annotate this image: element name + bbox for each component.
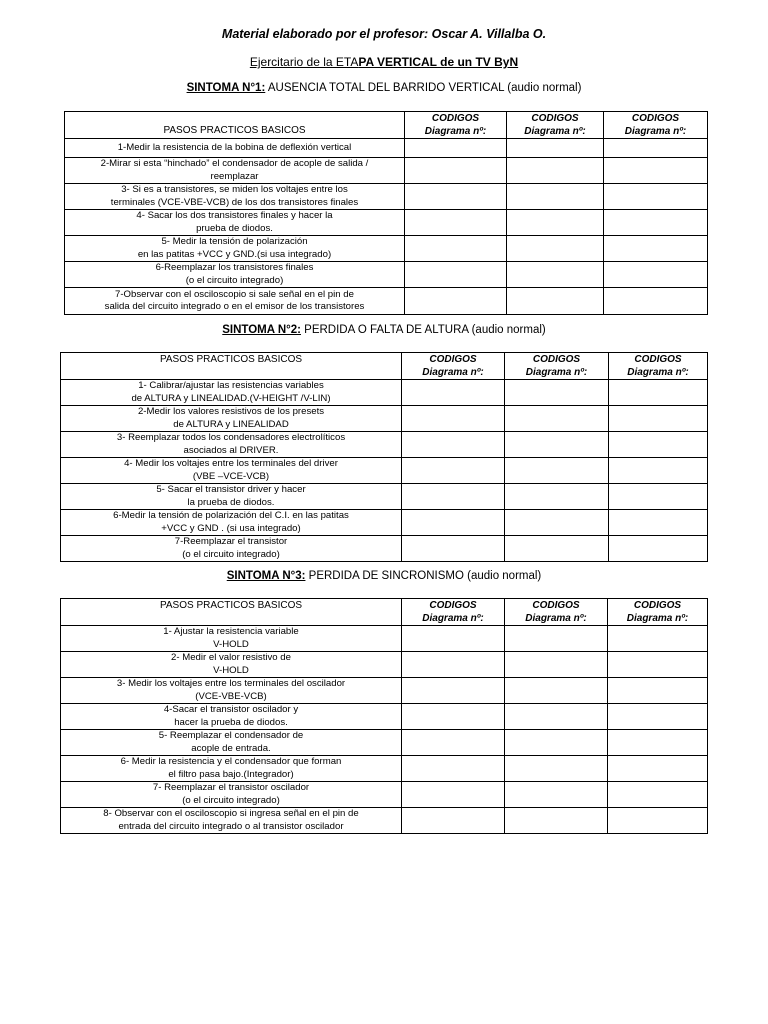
step-text-line: 8- Observar con el osciloscopio si ingresa señal en el pin de xyxy=(103,808,359,819)
code-entry-cell[interactable] xyxy=(505,678,608,704)
codes-header-line2: Diagrama nº: xyxy=(627,367,689,378)
codes-column-header xyxy=(609,353,708,380)
step-text-line: prueba de diodos. xyxy=(196,222,273,234)
code-entry-cell[interactable] xyxy=(604,288,708,315)
table-row xyxy=(65,262,708,288)
code-entry-cell[interactable] xyxy=(402,808,505,834)
table-row xyxy=(61,484,708,510)
codes-header-line1: CODIGOS xyxy=(431,113,480,124)
step-description-cell xyxy=(61,756,402,782)
code-entry-cell[interactable] xyxy=(505,704,608,730)
step-text-line: 3- Reemplazar todos los condensadores electrolíticos xyxy=(116,432,346,443)
codes-header-line1: CODIGOS xyxy=(429,600,477,611)
table-row xyxy=(61,678,708,704)
step-text-line: hacer la prueba de diodos. xyxy=(174,716,288,728)
step-text-line: (o el circuito integrado) xyxy=(182,548,280,560)
step-text-line: 5- Reemplazar el condensador de xyxy=(158,730,304,741)
codes-header-line2: Diagrama nº: xyxy=(525,613,587,624)
section-title-2 xyxy=(0,324,768,336)
code-entry-cell[interactable] xyxy=(609,536,708,562)
code-entry-cell[interactable] xyxy=(507,236,604,262)
codes-column-header xyxy=(505,599,608,626)
step-text-line: reemplazar xyxy=(210,170,259,182)
step-text-line: 4- Sacar los dos transistores finales y hacer la xyxy=(136,210,333,221)
document-subtitle xyxy=(0,55,768,69)
step-description-cell xyxy=(61,380,402,406)
code-entry-cell[interactable] xyxy=(608,782,708,808)
step-text-line: 7-Reemplazar el transistor xyxy=(174,536,288,547)
code-entry-cell[interactable] xyxy=(505,458,609,484)
code-entry-cell[interactable] xyxy=(402,704,505,730)
step-description-cell xyxy=(61,730,402,756)
step-description-cell xyxy=(61,782,402,808)
step-description-cell xyxy=(65,139,405,158)
step-text-line: 4- Medir los voltajes entre los terminales del driver xyxy=(124,458,338,469)
code-entry-cell[interactable] xyxy=(405,236,507,262)
codes-column-header xyxy=(405,112,507,139)
table-header-row xyxy=(61,353,708,380)
code-entry-cell[interactable] xyxy=(507,184,604,210)
step-description-cell xyxy=(61,536,402,562)
codes-column-header xyxy=(402,353,505,380)
code-entry-cell[interactable] xyxy=(505,536,609,562)
code-entry-cell[interactable] xyxy=(505,730,608,756)
code-entry-cell[interactable] xyxy=(505,510,609,536)
step-text-line: 1- Ajustar la resistencia variable xyxy=(163,626,299,637)
steps-column-header: PASOS PRACTICOS BASICOS xyxy=(61,353,402,380)
code-entry-cell[interactable] xyxy=(402,406,505,432)
step-description-cell xyxy=(65,236,405,262)
step-text-line: entrada del circuito integrado o al transistor oscilador xyxy=(118,820,344,832)
table-row xyxy=(61,380,708,406)
step-text-line: 2-Mirar si esta “hinchado” el condensador de acople de salida / xyxy=(100,158,369,169)
section-title-3 xyxy=(0,570,768,582)
codes-header-line1: CODIGOS xyxy=(531,113,579,124)
table-row xyxy=(61,756,708,782)
step-text-line: 3- Medir los voltajes entre los terminales del oscilador xyxy=(116,678,346,689)
section-label: SINTOMA N°1: xyxy=(186,82,266,94)
steps-table-2 xyxy=(60,352,708,562)
step-description-cell xyxy=(61,808,402,834)
codes-header-line1: CODIGOS xyxy=(532,354,581,365)
code-entry-cell[interactable] xyxy=(608,756,708,782)
code-entry-cell[interactable] xyxy=(608,652,708,678)
table-row xyxy=(61,730,708,756)
code-entry-cell[interactable] xyxy=(405,262,507,288)
step-text-line: 1-Medir la resistencia de la bobina de deflexión vertical xyxy=(117,141,352,153)
step-text-line: (VCE-VBE-VCB) xyxy=(195,690,267,702)
step-description-cell xyxy=(65,262,405,288)
code-entry-cell[interactable] xyxy=(402,730,505,756)
code-entry-cell[interactable] xyxy=(505,406,609,432)
step-text-line: 4-Sacar el transistor oscilador y xyxy=(163,704,299,715)
table-row xyxy=(61,510,708,536)
code-entry-cell[interactable] xyxy=(505,782,608,808)
codes-header-line2: Diagrama nº: xyxy=(624,126,687,137)
subtitle-bold: PA VERTICAL de un TV ByN xyxy=(358,55,519,69)
codes-header-line1: CODIGOS xyxy=(633,600,682,611)
code-entry-cell[interactable] xyxy=(405,139,507,158)
table-header-row xyxy=(61,599,708,626)
steps-column-header: PASOS PRACTICOS BASICOS xyxy=(65,112,405,139)
table-row xyxy=(61,458,708,484)
code-entry-cell[interactable] xyxy=(505,626,608,652)
section-label: SINTOMA N°2: xyxy=(222,324,301,336)
codes-header-line1: CODIGOS xyxy=(532,600,580,611)
step-text-line: en las patitas +VCC y GND.(si usa integrado) xyxy=(137,248,332,260)
code-entry-cell[interactable] xyxy=(604,184,708,210)
step-text-line: acople de entrada. xyxy=(191,742,271,754)
step-text-line: terminales (VCE-VBE-VCB) de los dos transistores finales xyxy=(110,196,359,208)
code-entry-cell[interactable] xyxy=(609,510,708,536)
codes-header-line1: CODIGOS xyxy=(631,113,680,124)
code-entry-cell[interactable] xyxy=(608,626,708,652)
step-text-line: (o el circuito integrado) xyxy=(185,274,284,286)
author-line: Material elaborado por el profesor: Oscar A. Villalba O. xyxy=(221,27,547,41)
codes-header-line2: Diagrama nº: xyxy=(525,367,588,378)
code-entry-cell[interactable] xyxy=(604,139,708,158)
code-entry-cell[interactable] xyxy=(507,210,604,236)
codes-header-line2: Diagrama nº: xyxy=(524,126,586,137)
code-entry-cell[interactable] xyxy=(405,288,507,315)
steps-table-1 xyxy=(64,111,708,315)
code-entry-cell[interactable] xyxy=(609,406,708,432)
step-text-line: 3- Si es a transistores, se miden los voltajes entre los xyxy=(121,184,348,195)
step-text-line: V-HOLD xyxy=(213,664,249,676)
table-row xyxy=(65,139,708,158)
step-description-cell xyxy=(61,626,402,652)
code-entry-cell[interactable] xyxy=(402,756,505,782)
code-entry-cell[interactable] xyxy=(402,652,505,678)
code-entry-cell[interactable] xyxy=(507,139,604,158)
codes-column-header xyxy=(604,112,708,139)
step-text-line: 6-Medir la tensión de polarización del C.I. en las patitas xyxy=(113,510,349,521)
code-entry-cell[interactable] xyxy=(405,210,507,236)
code-entry-cell[interactable] xyxy=(507,262,604,288)
table-header-row xyxy=(65,112,708,139)
step-description-cell xyxy=(61,458,402,484)
codes-column-header xyxy=(402,599,505,626)
code-entry-cell[interactable] xyxy=(608,730,708,756)
step-description-cell xyxy=(61,484,402,510)
code-entry-cell[interactable] xyxy=(608,808,708,834)
code-entry-cell[interactable] xyxy=(604,210,708,236)
table-row xyxy=(61,704,708,730)
step-description-cell xyxy=(65,210,405,236)
code-entry-cell[interactable] xyxy=(608,678,708,704)
step-text-line: 6-Reemplazar los transistores finales xyxy=(155,262,314,273)
step-text-line: 1- Calibrar/ajustar las resistencias variables xyxy=(138,380,324,391)
step-text-line: +VCC y GND . (si usa integrado) xyxy=(161,522,301,534)
code-entry-cell[interactable] xyxy=(402,626,505,652)
codes-column-header xyxy=(505,353,609,380)
code-entry-cell[interactable] xyxy=(402,678,505,704)
section-symptom: PERDIDA O FALTA DE ALTURA (audio normal) xyxy=(300,324,546,336)
code-entry-cell[interactable] xyxy=(402,484,505,510)
section-title-1 xyxy=(0,82,768,94)
step-description-cell xyxy=(61,652,402,678)
codes-column-header xyxy=(608,599,708,626)
step-text-line: el filtro pasa bajo.(Integrador) xyxy=(168,768,294,780)
code-entry-cell[interactable] xyxy=(505,808,608,834)
table-row xyxy=(61,652,708,678)
code-entry-cell[interactable] xyxy=(402,380,505,406)
section-label: SINTOMA N°3: xyxy=(226,570,306,582)
code-entry-cell[interactable] xyxy=(402,782,505,808)
code-entry-cell[interactable] xyxy=(505,432,609,458)
table-row xyxy=(61,536,708,562)
table-row xyxy=(65,158,708,184)
step-text-line: de ALTURA y LINEALIDAD.(V-HEIGHT /V-LIN) xyxy=(131,392,331,404)
code-entry-cell[interactable] xyxy=(405,184,507,210)
step-text-line: la prueba de diodos. xyxy=(187,496,275,508)
step-text-line: (o el circuito integrado) xyxy=(182,794,280,806)
step-description-cell xyxy=(61,678,402,704)
step-description-cell xyxy=(61,704,402,730)
step-description-cell xyxy=(61,510,402,536)
step-text-line: 5- Sacar el transistor driver y hacer xyxy=(156,484,306,495)
step-description-cell xyxy=(61,406,402,432)
code-entry-cell[interactable] xyxy=(402,510,505,536)
table-row xyxy=(65,184,708,210)
step-text-line: 7-Observar con el osciloscopio si sale señal en el pin de xyxy=(115,288,354,300)
table-row xyxy=(65,210,708,236)
code-entry-cell[interactable] xyxy=(405,158,507,184)
table-row xyxy=(61,406,708,432)
codes-header-line2: Diagrama nº: xyxy=(422,613,484,624)
table-row xyxy=(61,626,708,652)
code-entry-cell[interactable] xyxy=(505,380,609,406)
step-text-line: 6- Medir la resistencia y el condensador que forman xyxy=(120,756,342,767)
code-entry-cell[interactable] xyxy=(507,158,604,184)
code-entry-cell[interactable] xyxy=(402,458,505,484)
codes-header-line2: Diagrama nº: xyxy=(422,367,484,378)
code-entry-cell[interactable] xyxy=(505,756,608,782)
step-description-cell xyxy=(65,184,405,210)
code-entry-cell[interactable] xyxy=(505,484,609,510)
code-entry-cell[interactable] xyxy=(609,432,708,458)
step-description-cell xyxy=(65,158,405,184)
codes-header-line1: CODIGOS xyxy=(634,354,682,365)
codes-header-line2: Diagrama nº: xyxy=(626,613,689,624)
code-entry-cell[interactable] xyxy=(402,536,505,562)
step-description-cell xyxy=(61,432,402,458)
codes-column-header xyxy=(507,112,604,139)
step-text-line: salida del circuito integrado o en el emisor de los transistores xyxy=(104,301,365,312)
step-text-line: 5- Medir la tensión de polarización xyxy=(161,236,308,247)
section-symptom: PERDIDA DE SINCRONISMO (audio normal) xyxy=(305,570,542,582)
code-entry-cell[interactable] xyxy=(609,458,708,484)
code-entry-cell[interactable] xyxy=(604,236,708,262)
section-symptom: AUSENCIA TOTAL DEL BARRIDO VERTICAL (audio normal) xyxy=(265,82,582,94)
codes-header-line1: CODIGOS xyxy=(429,354,477,365)
code-entry-cell[interactable] xyxy=(505,652,608,678)
table-row xyxy=(61,808,708,834)
code-entry-cell[interactable] xyxy=(604,262,708,288)
step-text-line: 2- Medir el valor resistivo de xyxy=(171,652,291,663)
subtitle-normal: Ejercitario de la ETA xyxy=(249,55,359,69)
table-row xyxy=(61,432,708,458)
step-description-cell xyxy=(65,288,405,315)
code-entry-cell[interactable] xyxy=(402,432,505,458)
step-text-line: de ALTURA y LINEALIDAD xyxy=(173,418,289,430)
code-entry-cell[interactable] xyxy=(609,484,708,510)
code-entry-cell[interactable] xyxy=(608,704,708,730)
code-entry-cell[interactable] xyxy=(604,158,708,184)
steps-table-3 xyxy=(60,598,708,834)
code-entry-cell[interactable] xyxy=(507,288,604,315)
table-row xyxy=(65,236,708,262)
codes-header-line2: Diagrama nº: xyxy=(424,126,487,137)
step-text-line: 7- Reemplazar el transistor oscilador xyxy=(152,782,310,793)
code-entry-cell[interactable] xyxy=(609,380,708,406)
step-text-line: 2-Medir los valores resistivos de los presets xyxy=(137,406,325,417)
table-row xyxy=(61,782,708,808)
table-row xyxy=(65,288,708,315)
step-text-line: V-HOLD xyxy=(213,638,249,650)
steps-column-header: PASOS PRACTICOS BASICOS xyxy=(61,599,402,626)
step-text-line: asociados al DRIVER. xyxy=(183,444,279,456)
step-text-line: (VBE –VCE-VCB) xyxy=(192,470,270,482)
